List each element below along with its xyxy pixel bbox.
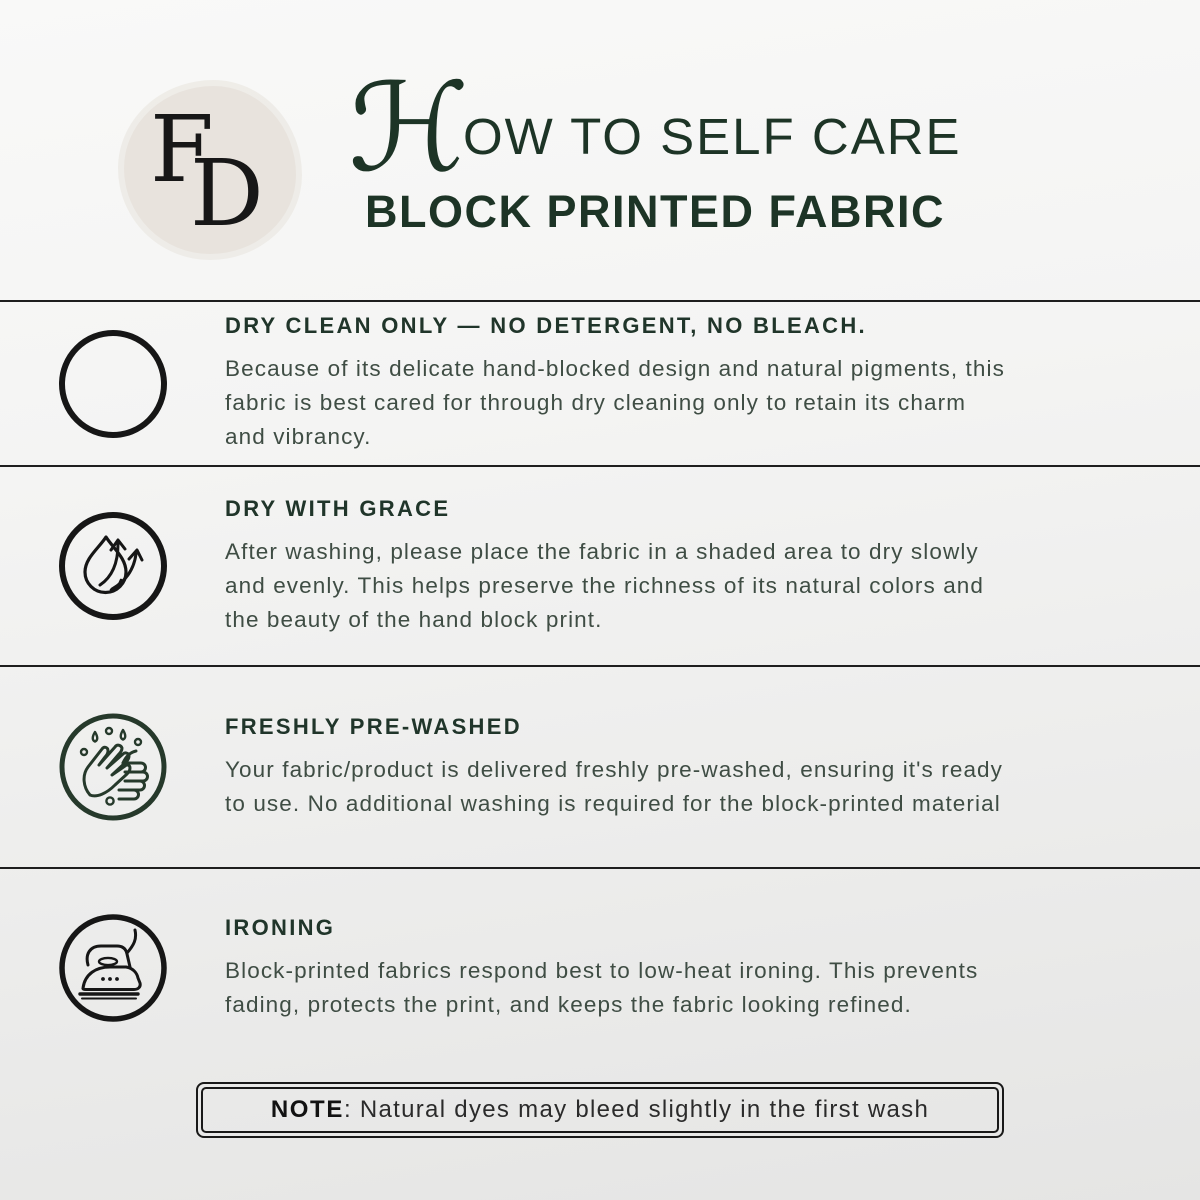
iron-icon: [0, 912, 225, 1024]
section-text: [225, 313, 1040, 454]
section-ironing: [0, 867, 1200, 1067]
title-script-initial: ℋ: [348, 57, 470, 199]
hand-wash-icon: [0, 711, 225, 823]
section-text: [225, 496, 1040, 637]
title-line-2: BLOCK PRINTED FABRIC: [365, 186, 945, 237]
page-title: [310, 57, 1000, 238]
section-dry-with-grace: [0, 465, 1200, 665]
section-heading: DRY WITH GRACE: [225, 495, 451, 521]
section-dry-clean: [0, 300, 1200, 465]
section-heading: IRONING: [225, 914, 336, 940]
brand-logo: [124, 86, 296, 254]
section-body: Because of its delicate hand-blocked design and natural pigments, this fabric is best cared for through dry cleaning only to retain its charm and vibrancy.: [225, 356, 1005, 449]
section-body: Your fabric/product is delivered freshly pre-washed, ensuring it's ready to use. No additional washing is required for the block-printed material: [225, 756, 1004, 816]
section-freshly-pre-washed: [0, 665, 1200, 867]
header: [0, 0, 1200, 300]
section-text: [225, 714, 1040, 821]
note-text: [201, 1087, 999, 1133]
logo-letter-f: F: [150, 96, 214, 203]
dry-clean-circle-icon: [0, 328, 225, 440]
section-body: After washing, please place the fabric in a shaded area to dry slowly and evenly. This helps preserve the richness of its natural colors and the beauty of the hand block print.: [225, 538, 985, 632]
section-heading: DRY CLEAN ONLY — NO DETERGENT, NO BLEACH.: [225, 313, 867, 338]
note-area: [0, 1082, 1200, 1138]
logo-letter-d: D: [190, 140, 264, 247]
section-heading: FRESHLY PRE-WASHED: [225, 713, 522, 739]
section-body: Block-printed fabrics respond best to low-heat ironing. This prevents fading, protects the print, and keeps the fabric looking refined.: [225, 957, 979, 1017]
droplet-evaporation-icon: [0, 510, 225, 622]
note-label: NOTE: [270, 1096, 344, 1123]
note-body: : Natural dyes may bleed slightly in the first wash: [343, 1096, 930, 1123]
note-box: [196, 1082, 1004, 1138]
title-line-1-text: OW TO SELF CARE: [463, 108, 962, 165]
section-text: [225, 915, 1040, 1022]
title-line-1: [310, 57, 1000, 199]
